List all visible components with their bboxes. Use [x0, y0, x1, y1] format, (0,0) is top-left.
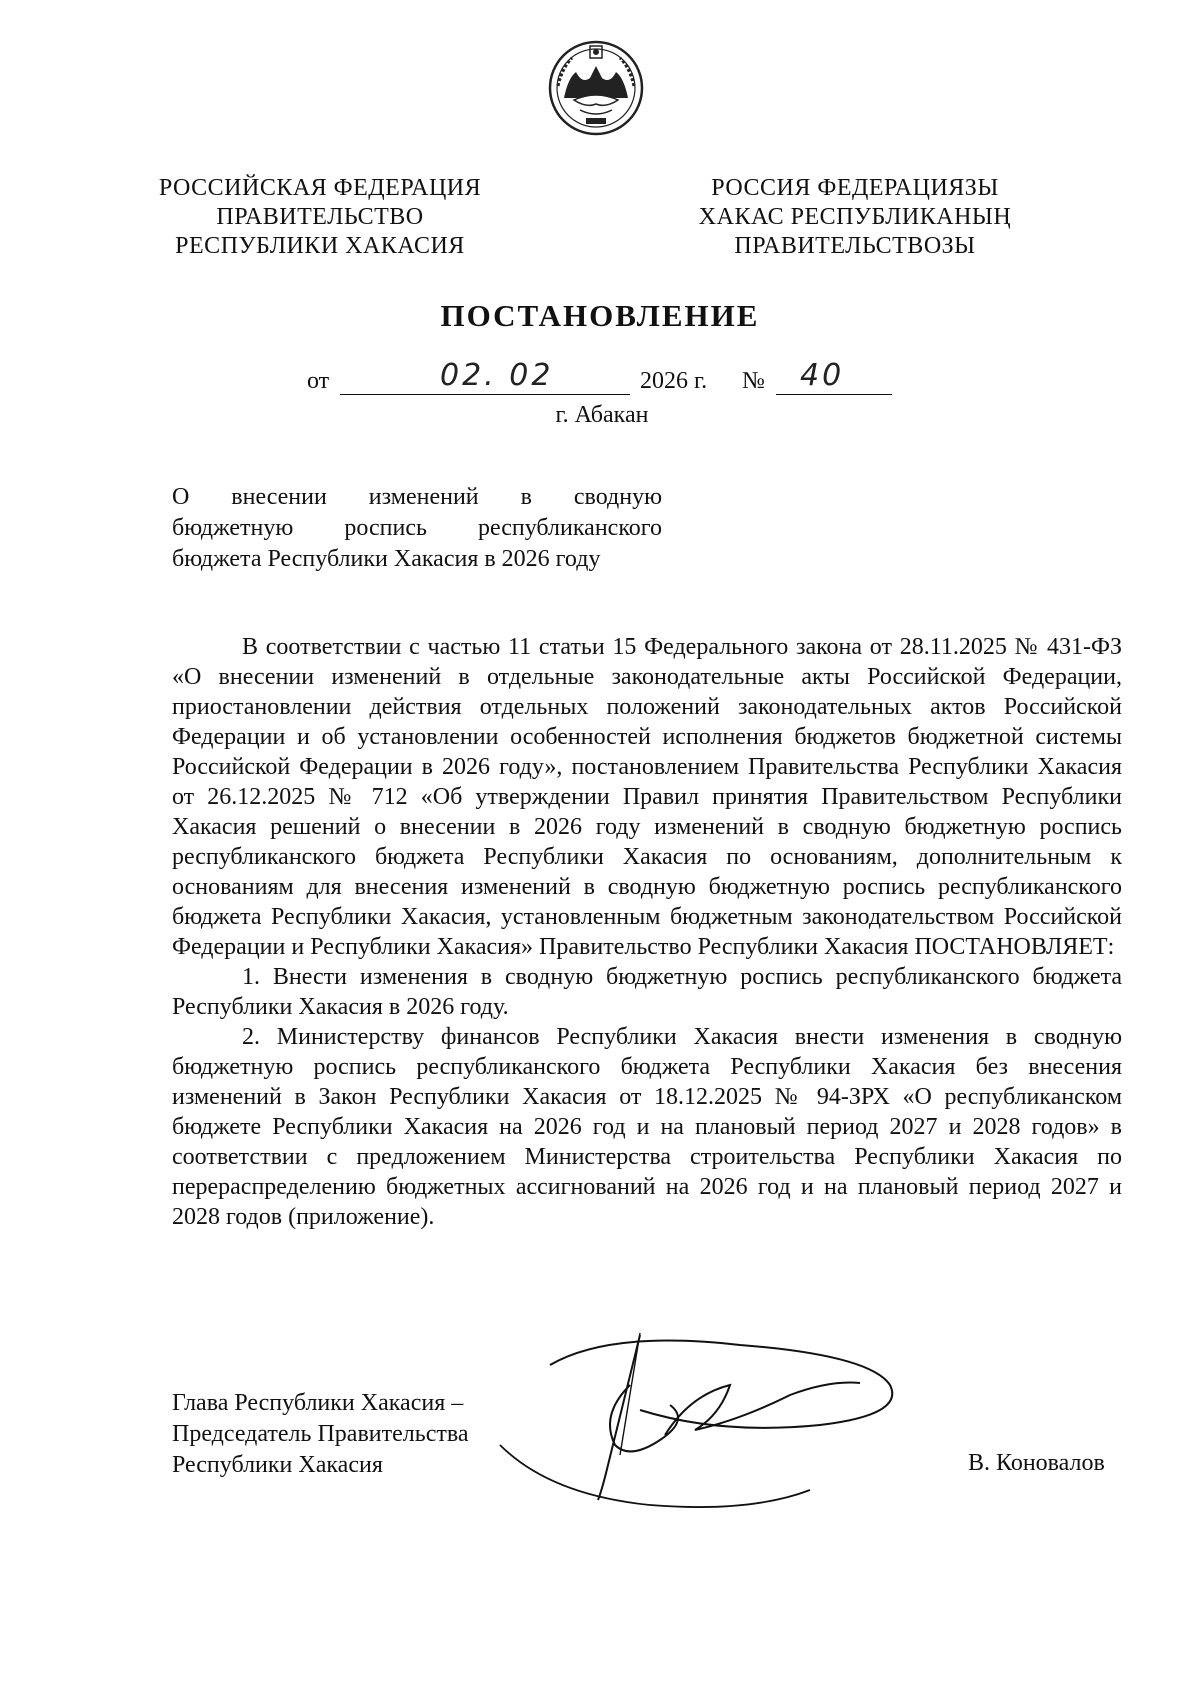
signatory-position-line: Республики Хакасия: [172, 1452, 383, 1478]
header-left-line: ПРАВИТЕЛЬСТВО: [216, 204, 424, 230]
document-subject: [172, 482, 662, 575]
header-right-line: ХАКАС РЕСПУБЛИКАНЫҢ: [698, 204, 1012, 230]
signatory-position: [172, 1388, 469, 1481]
handwritten-date: 02. 02: [440, 358, 554, 393]
signatory-position-line: Председатель Правительства: [172, 1421, 469, 1447]
document-title: ПОСТАНОВЛЕНИЕ: [440, 298, 760, 333]
number-label: №: [742, 368, 765, 394]
handwritten-signature: [490, 1325, 910, 1510]
number-blank-line: [776, 394, 892, 395]
year-label: 2026 г.: [640, 368, 708, 394]
body-paragraph: В соответствии с частью 11 статьи 15 Федерального закона от 28.11.2025 № 431-ФЗ «О внесении изменений в отдельные законодательные акты Российской Федерации, приостановлении действия отдельных положений законодательных актов Российской Федерации и об установлении особенностей исполнения бюджетов бюджетной системы Российской Федерации в 2026 году», постановлением Правительства Республики Хакасия от 26.12.2025 № 712 «Об утверждении Правил принятия Правительством Республики Хакасия решений о внесении в 2026 году изменений в сводную бюджетную роспись республиканского бюджета Республики Хакасия по основаниям, дополнительным к основаниям для внесения изменений в сводную бюджетную роспись республиканского бюджета Республики Хакасия, установленным бюджетным законодательством Российской Федерации и Республики Хакасия» Правительство Республики Хакасия ПОСТАНОВЛЯЕТ:: [172, 634, 1122, 960]
signatory-name: В. Коновалов: [968, 1450, 1105, 1476]
date-number-line: [0, 358, 1200, 402]
header-left-russian: [150, 174, 490, 261]
subject-line: бюджетную роспись республиканского: [172, 515, 662, 541]
header-right-line: РОССИЯ ФЕДЕРАЦИЯЗЫ: [711, 175, 999, 201]
body-paragraph: 1. Внести изменения в сводную бюджетную роспись республиканского бюджета Республики Хакасия в 2026 году.: [172, 964, 1122, 1020]
from-label: от: [307, 368, 330, 394]
signatory-position-line: Глава Республики Хакасия –: [172, 1390, 464, 1416]
date-blank-line: [340, 394, 630, 395]
body-paragraph: 2. Министерству финансов Республики Хакасия внести изменения в сводную бюджетную роспись республиканского бюджета Республики Хакасия без внесения изменений в Закон Республики Хакасия от 18.12.2025 № 94-ЗРХ «О республиканском бюджете Республики Хакасия на 2026 год и на плановый период 2027 и 2028 годов» в соответствии с предложением Министерства строительства Республики Хакасия по перераспределению бюджетных ассигнований на 2026 год и на плановый период 2027 и 2028 годов (приложение).: [172, 1024, 1122, 1230]
subject-line: О внесении изменений в сводную: [172, 484, 662, 510]
coat-of-arms-emblem: [546, 38, 646, 138]
header-left-line: РЕСПУБЛИКИ ХАКАСИЯ: [175, 233, 465, 259]
header-left-line: РОССИЙСКАЯ ФЕДЕРАЦИЯ: [158, 175, 482, 201]
header-right-khakas: [680, 174, 1030, 261]
header-right-line: ПРАВИТЕЛЬСТВОЗЫ: [734, 233, 976, 259]
handwritten-number: 40: [800, 358, 845, 393]
city-label: г. Абакан: [555, 402, 649, 428]
document-body: [172, 632, 1122, 1232]
subject-line: бюджета Республики Хакасия в 2026 году: [172, 546, 601, 572]
